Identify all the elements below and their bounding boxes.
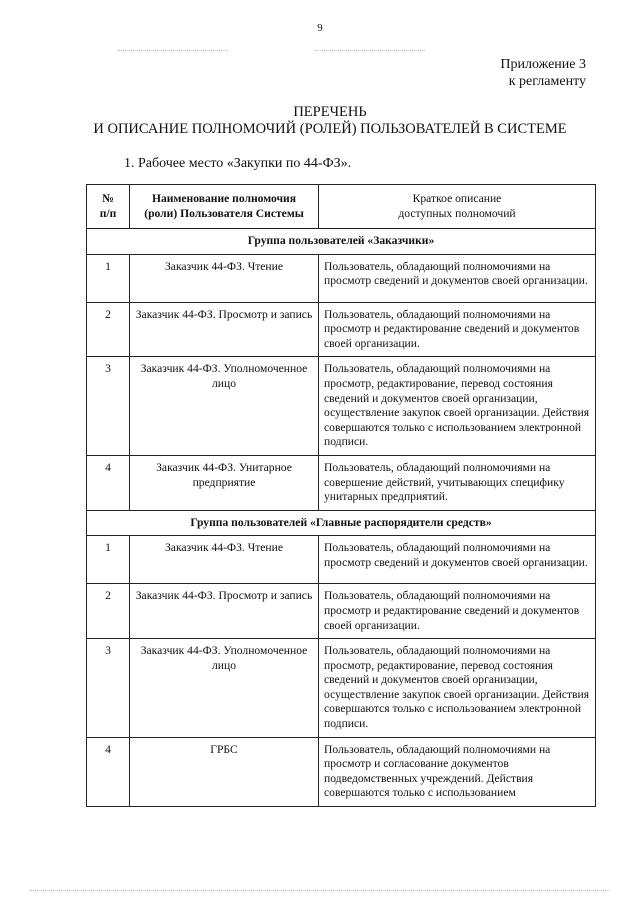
document-title [60, 104, 600, 138]
table-row [87, 302, 596, 357]
table-header-row [87, 185, 596, 229]
row-role-name: Заказчик 44-ФЗ. Чтение [130, 254, 319, 302]
row-role-name: Заказчик 44-ФЗ. Чтение [130, 536, 319, 584]
row-num: 2 [87, 302, 130, 357]
section-heading: 1. Рабочее место «Закупки по 44-ФЗ». [124, 156, 352, 171]
header-desc-line-1: Краткое описание [412, 191, 502, 205]
row-role-name: Заказчик 44-ФЗ. Унитарное предприятие [130, 455, 319, 510]
row-role-desc: Пользователь, обладающий полномочиями на совершение действий, учитывающих специфику унитарных предприятий. [319, 455, 596, 510]
row-role-desc: Пользователь, обладающий полномочиями на просмотр и редактирование сведений и документов своей организации. [319, 302, 596, 357]
header-desc [319, 185, 596, 229]
table-row [87, 584, 596, 639]
row-role-name: Заказчик 44-ФЗ. Просмотр и запись [130, 302, 319, 357]
table-row [87, 254, 596, 302]
scan-artifact-top-2 [315, 50, 425, 51]
row-role-desc: Пользователь, обладающий полномочиями на просмотр, редактирование, перевод состояния сведений и документов своей организации, осуществление закупок своей организации. Действия совершаются только с использованием электронной подписи. [319, 639, 596, 738]
table-row [87, 455, 596, 510]
row-num: 4 [87, 455, 130, 510]
title-line-1: ПЕРЕЧЕНЬ [293, 104, 367, 120]
group-title: Группа пользователей «Главные распорядители средств» [87, 510, 596, 536]
row-role-desc: Пользователь, обладающий полномочиями на просмотр и редактирование сведений и документов своей организации. [319, 584, 596, 639]
table-row [87, 536, 596, 584]
row-num: 4 [87, 737, 130, 806]
row-role-desc: Пользователь, обладающий полномочиями на просмотр, редактирование, перевод состояния сведений и документов своей организации, осуществление закупок своей организации. Действия совершаются только с использованием электронной подписи. [319, 357, 596, 456]
row-role-name: ГРБС [130, 737, 319, 806]
roles-table [86, 184, 596, 807]
appendix-label [500, 56, 586, 90]
appendix-line-2: к регламенту [508, 74, 586, 89]
title-line-2: И ОПИСАНИЕ ПОЛНОМОЧИЙ (РОЛЕЙ) ПОЛЬЗОВАТЕЛЕЙ В СИСТЕМЕ [93, 121, 567, 137]
row-num: 1 [87, 536, 130, 584]
table-row [87, 639, 596, 738]
page-number: 9 [317, 22, 323, 34]
header-desc-line-2: доступных полномочий [398, 206, 516, 220]
table-row [87, 737, 596, 806]
row-num: 2 [87, 584, 130, 639]
header-num [87, 185, 130, 229]
header-name [130, 185, 319, 229]
header-num-line-2: п/п [99, 206, 117, 220]
row-num: 3 [87, 639, 130, 738]
header-num-line-1: № [102, 191, 114, 205]
group-row-main-managers [87, 510, 596, 536]
scan-artifact-bottom [30, 890, 610, 891]
row-role-desc: Пользователь, обладающий полномочиями на просмотр и согласование документов подведомственных учреждений. Действия совершаются только с использованием [319, 737, 596, 806]
row-role-desc: Пользователь, обладающий полномочиями на просмотр сведений и документов своей организации. [319, 536, 596, 584]
appendix-line-1: Приложение 3 [500, 57, 586, 72]
row-role-desc: Пользователь, обладающий полномочиями на просмотр сведений и документов своей организации. [319, 254, 596, 302]
row-num: 3 [87, 357, 130, 456]
scan-artifact-top [118, 50, 228, 51]
header-name-line-1: Наименование полномочия [151, 191, 296, 205]
group-title: Группа пользователей «Заказчики» [87, 229, 596, 255]
row-role-name: Заказчик 44-ФЗ. Уполномоченное лицо [130, 357, 319, 456]
row-role-name: Заказчик 44-ФЗ. Просмотр и запись [130, 584, 319, 639]
header-name-line-2: (роли) Пользователя Системы [144, 206, 304, 220]
group-row-customers [87, 229, 596, 255]
row-num: 1 [87, 254, 130, 302]
row-role-name: Заказчик 44-ФЗ. Уполномоченное лицо [130, 639, 319, 738]
table-row [87, 357, 596, 456]
